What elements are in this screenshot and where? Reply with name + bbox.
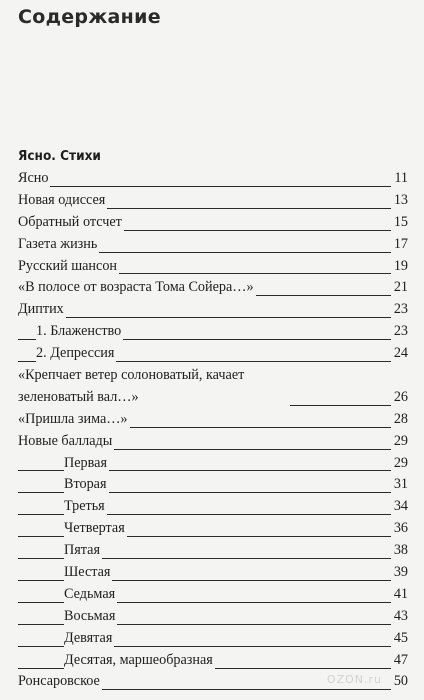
toc-entry-title: «Крепчает ветер солоноватый, качает зеленоватый вал…»: [18, 365, 290, 409]
toc-entry-title: Новые баллады: [18, 431, 114, 453]
toc-entry-page: 23: [391, 299, 408, 321]
toc-entry-title: Русский шансон: [18, 256, 119, 278]
toc-entry-title: «Пришла зима…»: [18, 409, 130, 431]
toc-entry-title: Первая: [64, 453, 109, 475]
toc-entry: [18, 212, 408, 234]
toc-entry-title: Десятая, маршеобразная: [64, 650, 215, 672]
leader-line: [18, 186, 408, 187]
toc-entry: [18, 299, 408, 321]
toc-entry-page: 15: [391, 212, 408, 234]
toc-entry: [18, 409, 408, 431]
toc-entry-title: 2. Депрессия: [36, 343, 116, 365]
toc-entry-page: 23: [391, 321, 408, 343]
toc-entry-title: Газета жизнь: [18, 234, 99, 256]
toc-entry-title: «В полосе от возраста Тома Сойера…»: [18, 277, 256, 299]
toc-entry: [18, 277, 408, 299]
toc-entry-page: 26: [391, 387, 408, 409]
toc-entry-page: 45: [391, 628, 408, 650]
toc-entry-title: Вторая: [64, 474, 109, 496]
toc-entry-title: Третья: [64, 496, 107, 518]
page-title: Содержание: [18, 6, 161, 28]
toc-entry: [18, 496, 408, 518]
toc-entry: [18, 343, 408, 365]
toc-entry-page: 39: [391, 562, 408, 584]
toc-entry-title: Седьмая: [64, 584, 117, 606]
toc-entry-page: 36: [391, 518, 408, 540]
toc-entry-page: 41: [391, 584, 408, 606]
toc-entry: [18, 540, 408, 562]
toc-entry-title: Шестая: [64, 562, 112, 584]
toc-entry-page: 31: [391, 474, 408, 496]
toc-entry-page: 21: [391, 277, 408, 299]
toc-entry-page: 50: [391, 671, 408, 693]
toc-entry-page: 19: [391, 256, 408, 278]
toc-entry-page: 47: [391, 650, 408, 672]
toc-entry-page: 29: [391, 431, 408, 453]
toc-entry: [18, 518, 408, 540]
toc-entry: [18, 234, 408, 256]
toc-entry-page: 24: [391, 343, 408, 365]
toc-entry: [18, 190, 408, 212]
toc-entry-page: 29: [391, 453, 408, 475]
toc-entry-title: Четвертая: [64, 518, 127, 540]
toc-entry: [18, 431, 408, 453]
toc-entry-title: Девятая: [64, 628, 114, 650]
toc-entry: [18, 628, 408, 650]
toc-entry: [18, 321, 408, 343]
toc-entry-title: 1. Блаженство: [36, 321, 123, 343]
toc-entry: [18, 584, 408, 606]
toc-entry: [18, 365, 408, 409]
leader-line: [18, 317, 408, 318]
toc-entry-title: Обратный отсчет: [18, 212, 124, 234]
toc-entry: [18, 606, 408, 628]
toc-entry: [18, 256, 408, 278]
section-title: Ясно. Стихи: [18, 148, 101, 164]
toc-entry: [18, 168, 408, 190]
toc-entry-title: Новая одиссея: [18, 190, 107, 212]
toc-entry-page: 28: [391, 409, 408, 431]
toc-entry-title: Восьмая: [64, 606, 117, 628]
toc-entry-title: Пятая: [64, 540, 102, 562]
toc-entry-page: 43: [391, 606, 408, 628]
watermark: OZON.ru: [326, 673, 382, 686]
toc-entry-page: 17: [391, 234, 408, 256]
toc-entry: [18, 453, 408, 475]
toc-entry-page: 38: [391, 540, 408, 562]
toc-entry-title: Ронсаровское: [18, 671, 102, 693]
toc-entry: [18, 474, 408, 496]
toc-entry-title: Диптих: [18, 299, 66, 321]
toc-entry-title: Ясно: [18, 168, 50, 190]
toc-entry-page: 11: [391, 168, 408, 190]
toc-entry: [18, 650, 408, 672]
table-of-contents: [18, 168, 408, 693]
toc-entry-page: 34: [391, 496, 408, 518]
toc-entry-page: 13: [391, 190, 408, 212]
toc-entry: [18, 562, 408, 584]
